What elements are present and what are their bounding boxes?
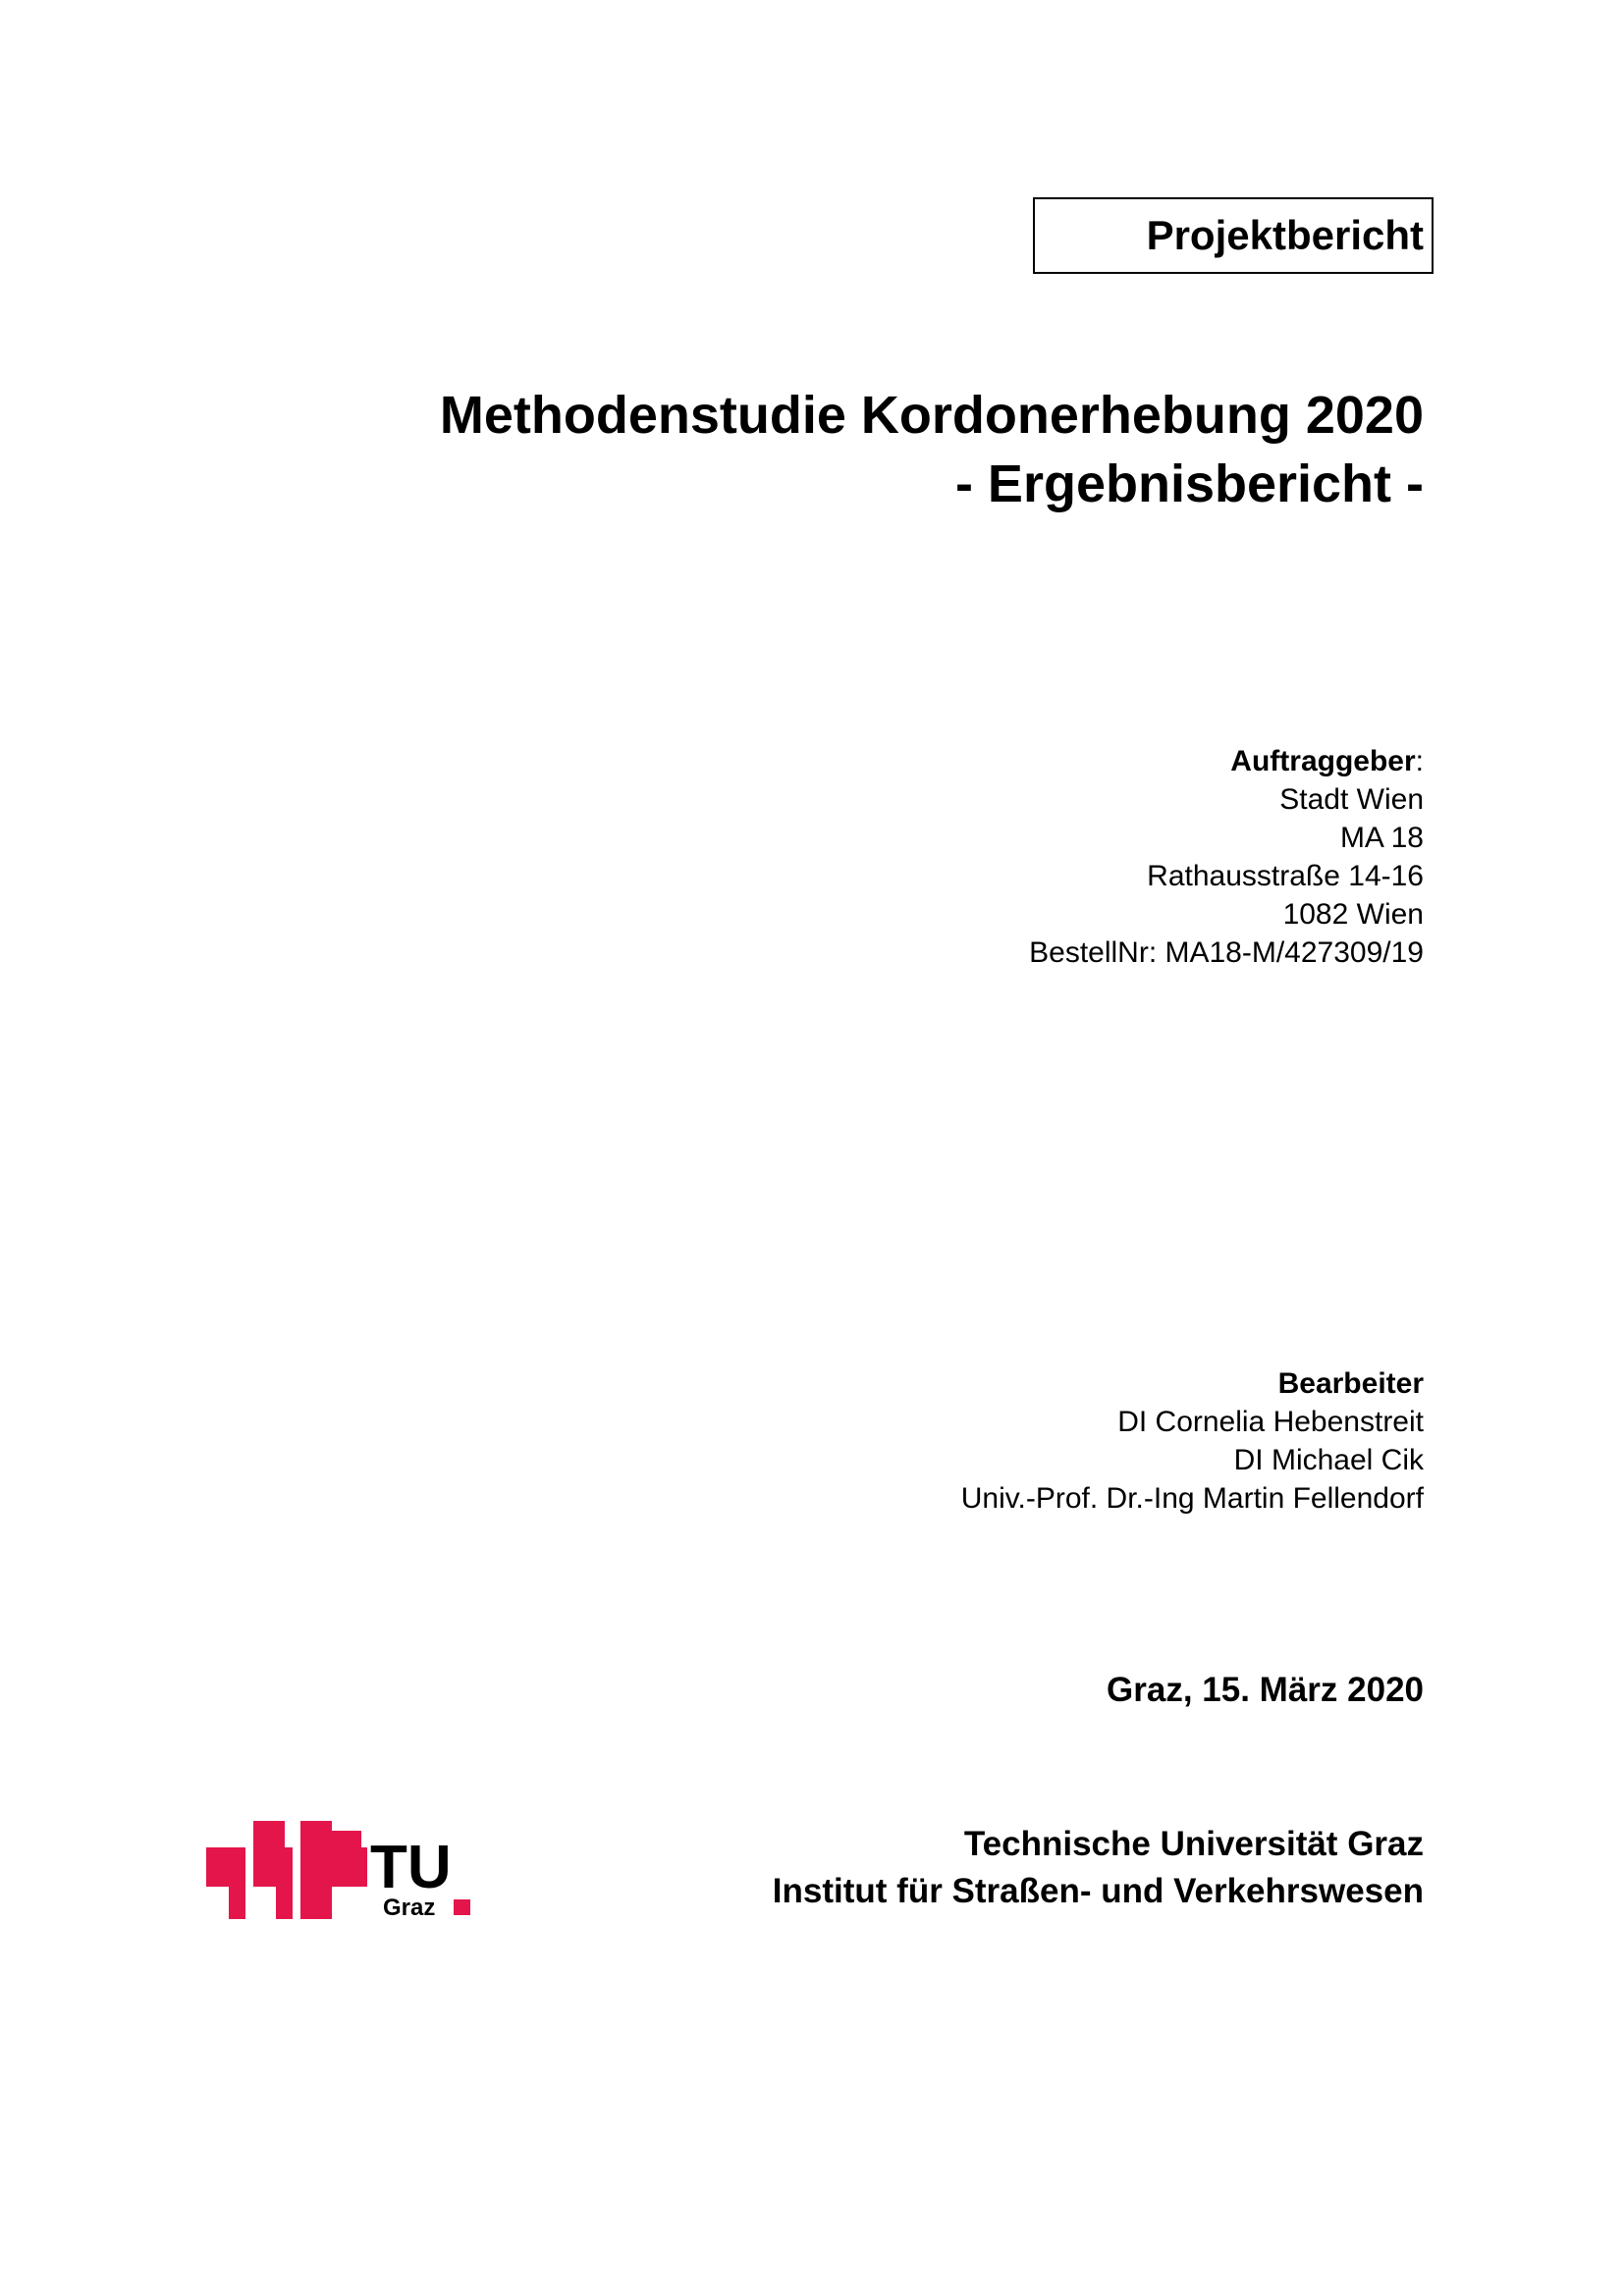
institute-name: Institut für Straßen- und Verkehrswesen: [772, 1872, 1424, 1910]
logo-tu-text: TU: [370, 1834, 452, 1901]
client-heading-colon: :: [1415, 745, 1424, 777]
client-line-order-number: BestellNr: MA18-M/427309/19: [1029, 936, 1424, 969]
client-line-postcode: 1082 Wien: [1282, 898, 1424, 931]
tu-graz-logo: [206, 1821, 471, 1919]
report-title: [440, 381, 1424, 518]
client-heading: Auftraggeber: [1230, 745, 1416, 777]
client-heading-row: [1029, 742, 1424, 780]
institution-name: Technische Universität Graz: [963, 1825, 1424, 1863]
authors-block: [961, 1364, 1424, 1518]
client-line-department: MA 18: [1339, 822, 1424, 854]
report-title-line-1: Methodenstudie Kordonerhebung 2020: [439, 386, 1424, 445]
institution-block: [773, 1821, 1424, 1915]
report-type-label: Projektbericht: [1146, 212, 1424, 258]
client-block: [1029, 742, 1424, 972]
report-date: Graz, 15. März 2020: [1107, 1671, 1424, 1709]
author-line: DI Cornelia Hebenstreit: [1117, 1406, 1424, 1438]
report-title-line-2: - Ergebnisbericht -: [954, 454, 1424, 513]
author-line: Univ.-Prof. Dr.-Ing Martin Fellendorf: [960, 1482, 1424, 1515]
authors-heading: Bearbeiter: [1277, 1367, 1424, 1400]
client-line-city: Stadt Wien: [1279, 783, 1424, 816]
logo-graz-text: Graz: [383, 1895, 436, 1919]
client-line-street: Rathausstraße 14-16: [1147, 860, 1424, 892]
author-line: DI Michael Cik: [1233, 1444, 1424, 1476]
report-type-badge: [1033, 197, 1434, 274]
